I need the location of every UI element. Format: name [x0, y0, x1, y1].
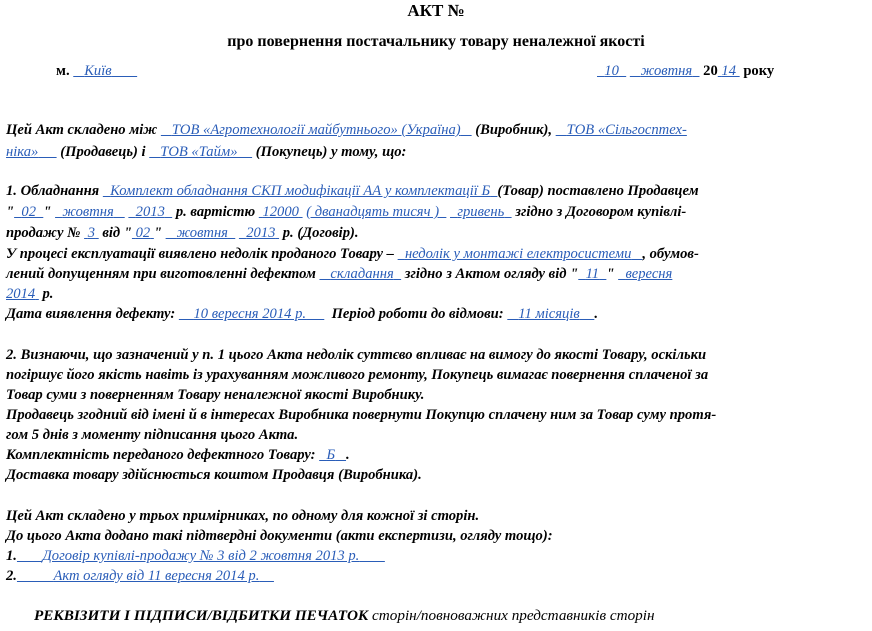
inspection-month-field: вересня — [625, 266, 673, 282]
city-prefix: м. — [56, 63, 70, 79]
s2-line-4: Продавець згодний від імені й в інтересах Виробника повернути Покупцю сплачену ним за Товар суму протя- — [6, 407, 717, 423]
date-year-word: року — [743, 63, 775, 79]
delivery-day-field: 02 — [21, 204, 36, 220]
completeness-field: Б — [326, 447, 336, 463]
place-line — [56, 63, 137, 80]
s2-line-6: Комплектність переданого дефектного Товару: Б . — [6, 447, 350, 463]
closing-line-2: До цього Акта додано такі підтвердні документи (акти експертизи, огляду тощо): — [6, 528, 553, 544]
closing-line-1: Цей Акт складено у трьох примірниках, по одному для кожної зі сторін. — [6, 508, 480, 524]
contract-no-field: 3 — [87, 225, 96, 241]
s1-line-2: " 02 " жовтня 2013 р. вартістю 12000 ( дванадцять тисяч ) гривень згідно з Договором купівлі- — [6, 204, 687, 220]
currency-field: гривень — [457, 204, 505, 220]
work-period-field: 11 місяців — [518, 306, 580, 322]
attached-doc-2: 2. Акт огляду від 11 вересня 2014 р. — [6, 568, 274, 585]
city-field: Київ — [84, 63, 112, 79]
price-field: 12000 — [262, 204, 299, 220]
s1-line-5: лений допущенням при виготовленні дефектом складання згідно з Актом огляду від " 11 " вересня — [6, 266, 673, 282]
delivery-year-field: 2013 — [135, 204, 165, 220]
s2-line-7: Доставка товару здійснюється коштом Продавця (Виробника). — [6, 467, 422, 483]
s1-line-6: 2014 р. — [6, 286, 54, 302]
attached-doc-1-field: Договір купівлі-продажу № 3 від 2 жовтня 2013 р. — [42, 548, 360, 564]
date-year-field: 14 — [721, 63, 736, 79]
s1-line-4: У процесі експлуатації виявлено недолік проданого Товару – недолік у монтажі електросистеми , обумов- — [6, 246, 699, 262]
detection-date-field: 10 вересня 2014 р. — [193, 306, 307, 322]
document-subtitle: про повернення постачальнику товару неналежної якості — [227, 33, 645, 50]
manufacturer-field: ТОВ «Агротехнології майбутнього» (Україна) — [171, 122, 461, 138]
document-title: АКТ № — [407, 1, 465, 20]
contract-year-field: 2013 — [246, 225, 276, 241]
seller-field-part2: ніка» — [6, 144, 39, 160]
contract-day-field: 02 — [135, 225, 151, 241]
s1-line-3: продажу № 3 від " 02 " жовтня 2013 р. (Договір). — [6, 225, 359, 241]
equipment-field: Комплект обладнання СКП модифікації АА у комплектації Б — [110, 183, 491, 199]
inspection-year-field: 2014 — [6, 286, 36, 302]
defect-field: недолік у монтажі електросистеми — [404, 246, 632, 262]
delivery-month-field: жовтня — [62, 204, 114, 220]
buyer-field: ТОВ «Тайм» — [160, 144, 238, 160]
contract-month-field: жовтня — [176, 225, 228, 241]
date-day-field: 10 — [604, 63, 619, 79]
s2-line-3: Товар суми з поверненням Товару неналежної якості Виробнику. — [6, 387, 425, 403]
date-line — [597, 63, 774, 80]
s2-line-5: гом 5 днів з моменту підписання цього Акта. — [6, 427, 299, 443]
price-words-field: ( дванадцять тисяч ) — [306, 204, 440, 220]
s1-line-7: Дата виявлення дефекту: 10 вересня 2014 р. Період роботи до відмови: 11 місяців . — [6, 306, 598, 322]
s2-line-2: погіршує його якість навіть із урахуванням можливого ремонту, Покупець вимагає повернення сплаченої за — [6, 367, 709, 383]
date-year-prefix: 20 — [703, 63, 718, 79]
attached-doc-1: 1. Договір купівлі-продажу № 3 від 2 жовтня 2013 р. — [6, 548, 385, 565]
defect-stage-field: складання — [330, 266, 394, 282]
intro-line-1: Цей Акт складено між ТОВ «Агротехнології майбутнього» (Україна) (Виробник), ТОВ «Сільгосптех- — [6, 122, 687, 138]
s1-line-1: 1. Обладнання Комплект обладнання СКП модифікації АА у комплектації Б (Товар) поставлено Продавцем — [6, 183, 699, 199]
s2-line-1: 2. Визнаючи, що зазначений у п. 1 цього Акта недолік суттєво впливає на вимогу до якості Товару, оскільки — [6, 347, 707, 363]
inspection-day-field: 11 — [585, 266, 600, 282]
attached-doc-2-field: Акт огляду від 11 вересня 2014 р. — [53, 568, 260, 584]
intro-line-2: ніка» (Продавець) і ТОВ «Тайм» (Покупець) у тому, що: — [6, 144, 407, 160]
seller-field-part1: ТОВ «Сільгосптех- — [566, 122, 687, 138]
date-month-field: жовтня — [640, 63, 693, 79]
signatures-heading: РЕКВІЗИТИ І ПІДПИСИ/ВІДБИТКИ ПЕЧАТОК сторін/повноважних представників сторін — [34, 607, 655, 624]
